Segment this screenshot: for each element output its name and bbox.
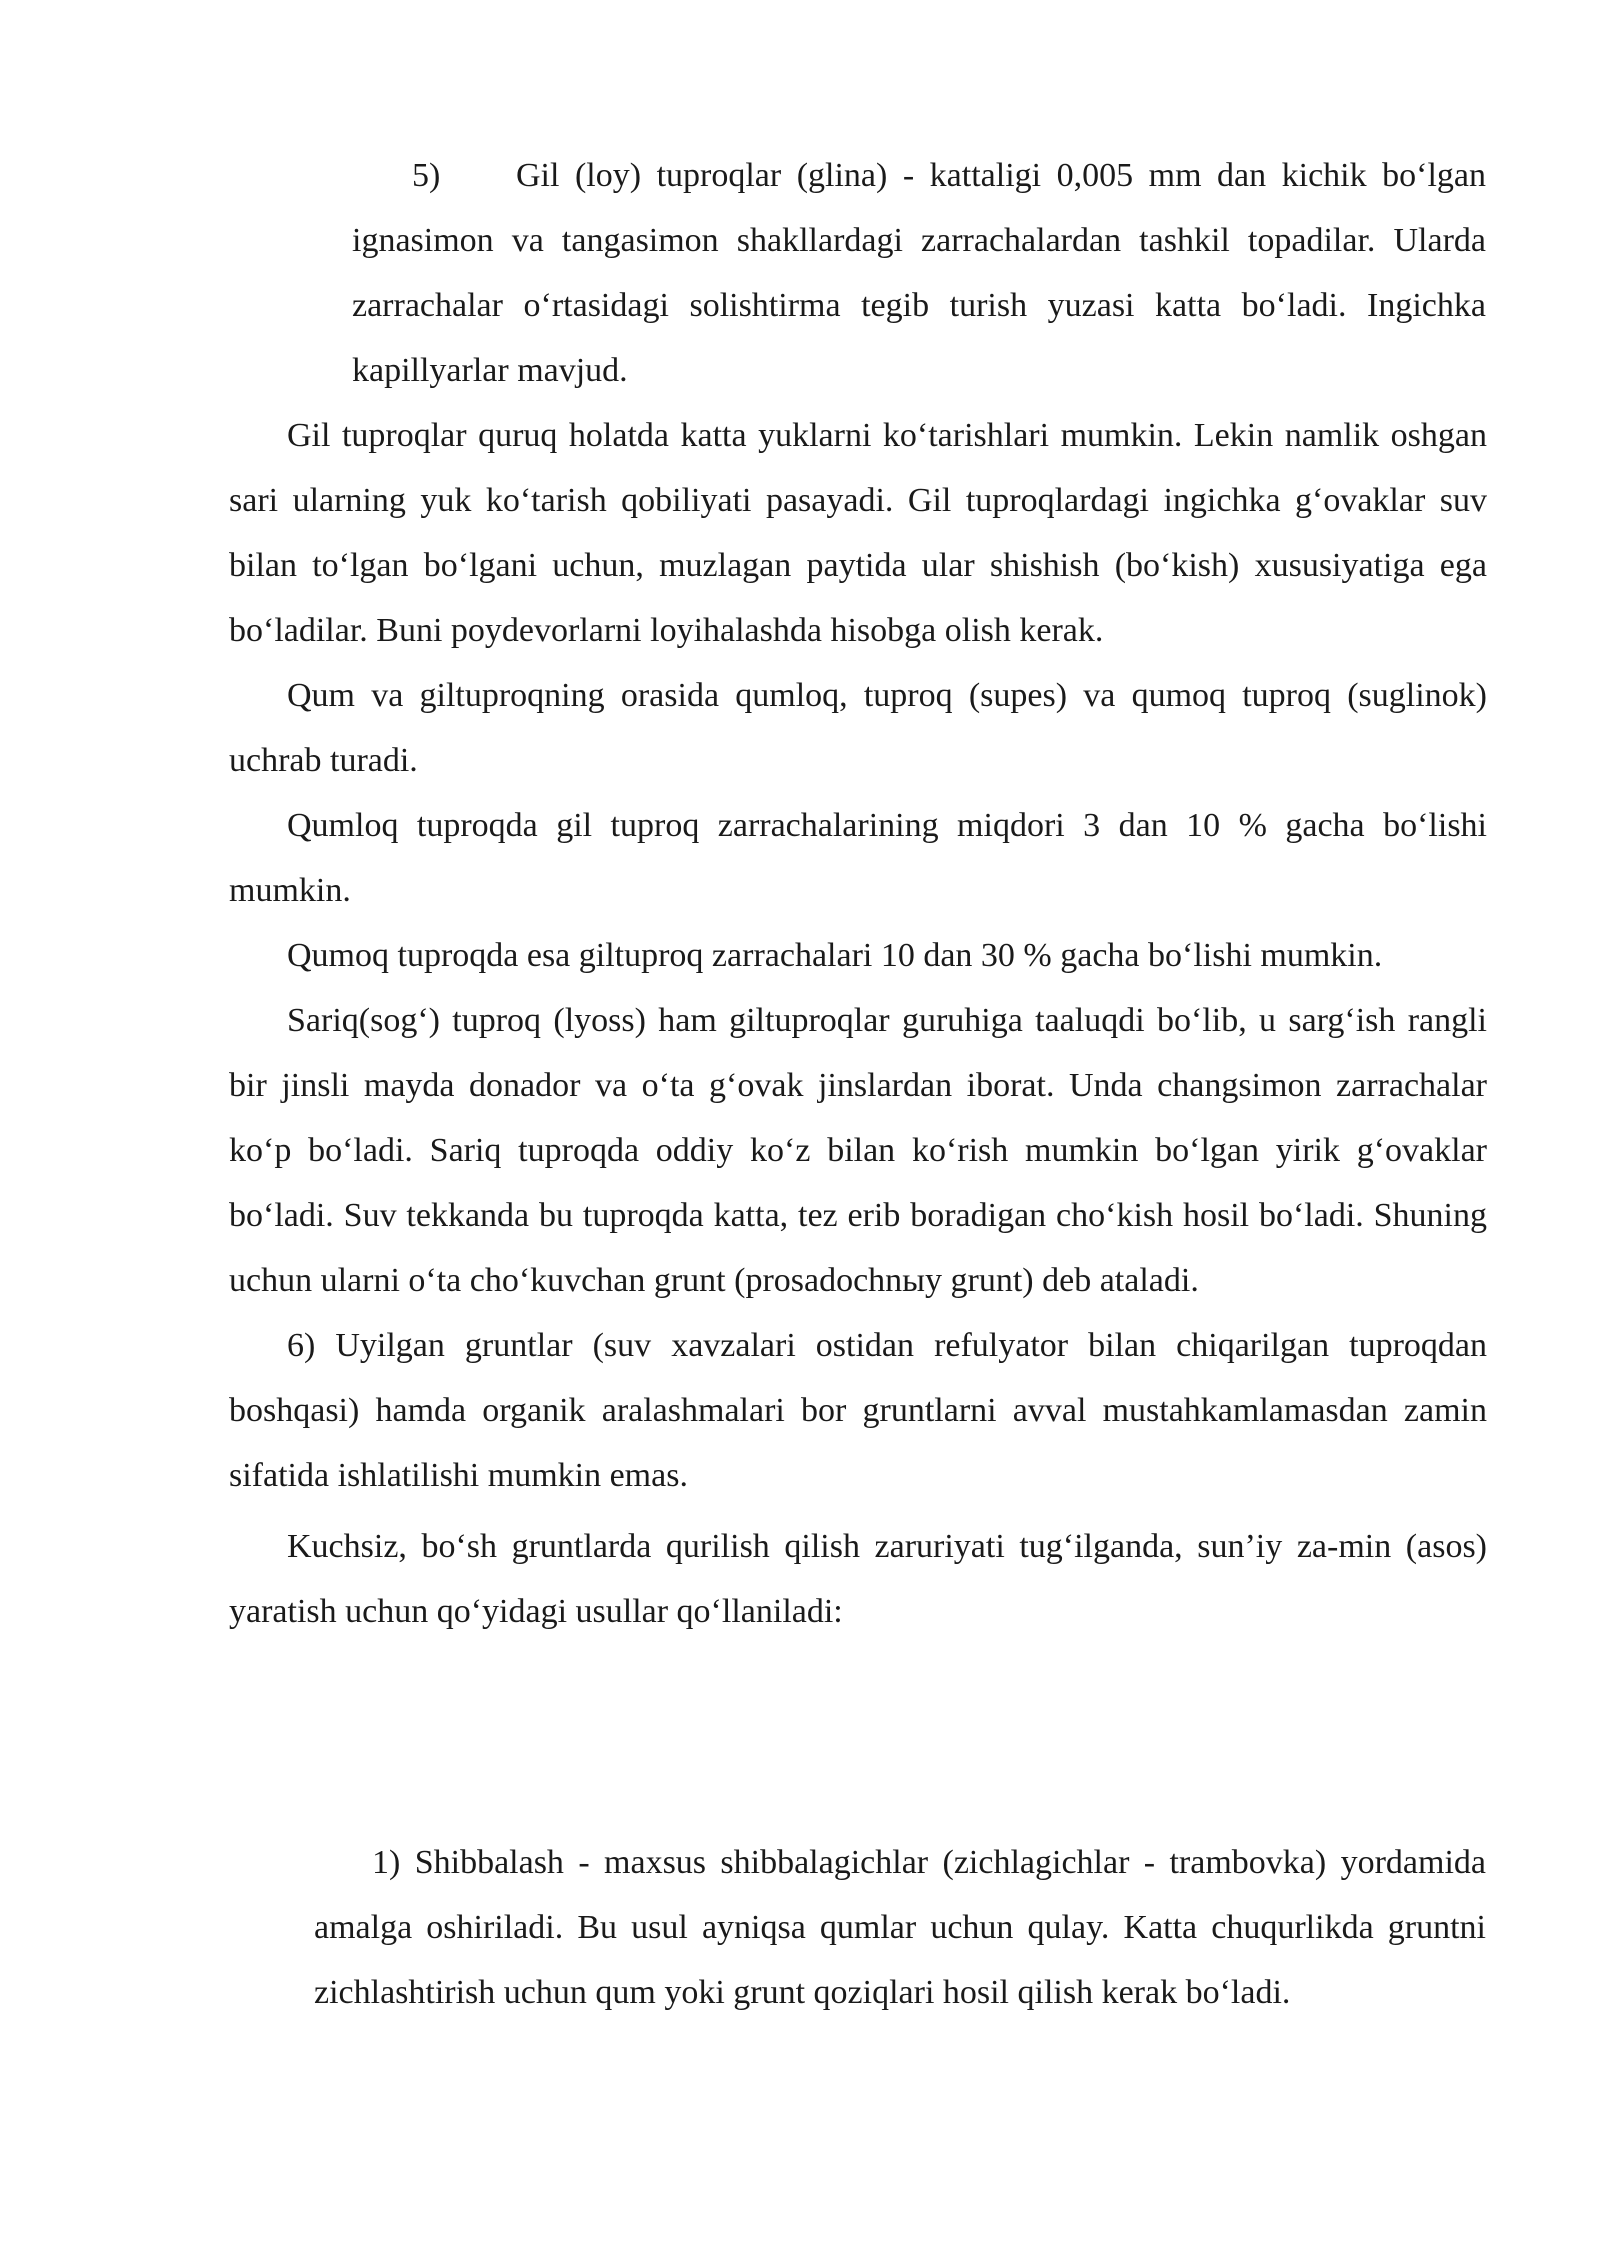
list-item-5 xyxy=(352,143,1486,403)
paragraph: Kuchsiz, bo‘sh gruntlarda qurilish qilish zaruriyati tug‘ilganda, sun’iy za-min (asos) yaratish uchun qo‘yidagi usullar qo‘llaniladi: xyxy=(229,1528,1487,1630)
body-text xyxy=(229,403,1487,1644)
paragraph: Sariq(sog‘) tuproq (lyoss) ham giltuproqlar guruhiga taaluqdi bo‘lib, u sarg‘ish rangli bir jinsli mayda donador va o‘ta g‘ovak jinslardan iborat. Unda changsimon zarrachalar ko‘p bo‘ladi. Sariq tuproqda oddiy ko‘z bilan ko‘rish mumkin bo‘lgan yirik g‘ovaklar bo‘ladi. Suv tekkanda bu tuproqda katta, tez erib boradigan cho‘kish hosil bo‘ladi. Shuning uchun ularni o‘ta cho‘kuvchan grunt (prosadochnыy grunt) deb ataladi. xyxy=(229,1002,1487,1299)
list-item-number: 5) xyxy=(412,157,441,194)
list-item-1 xyxy=(314,1830,1486,2025)
paragraph: Qumoq tuproqda esa giltuproq zarrachalari 10 dan 30 % gacha bo‘lishi mumkin. xyxy=(287,937,1383,974)
paragraph: Gil tuproqlar quruq holatda katta yuklarni ko‘tarishlari mumkin. Lekin namlik oshgan sari ularning yuk ko‘tarish qobiliyati pasayadi. Gil tuproqlardagi ingichka g‘ovaklar suv bilan to‘lgan bo‘lgani uchun, muzlagan paytida ular shishish (bo‘kish) xususiyatiga ega bo‘ladilar. Buni poydevorlarni loyihalashda hisobga olish kerak. xyxy=(229,417,1487,649)
paragraph: 6) Uyilgan gruntlar (suv xavzalari ostidan refulyator bilan chiqarilgan tuproqdan boshqasi) hamda organik aralashmalari bor gruntlarni avval mustahkamlamasdan zamin sifatida ishlatilishi mumkin emas. xyxy=(229,1327,1487,1494)
paragraph: Qum va giltuproqning orasida qumloq, tuproq (supes) va qumoq tuproq (suglinok) uchrab turadi. xyxy=(229,677,1487,779)
list-item-text: 1) Shibbalash - maxsus shibbalagichlar (zichlagichlar - trambovka) yordamida amalga oshiriladi. Bu usul ayniqsa qumlar uchun qulay. Katta chuqurlikda gruntni zichlashtirish uchun qum yoki grunt qoziqlari hosil qilish kerak bo‘ladi. xyxy=(314,1844,1486,2011)
list-item-text: Gil (loy) tuproqlar (glina) - kattaligi 0,005 mm dan kichik bo‘lgan ignasimon va tangasimon shakllardagi zarrachalardan tashkil topadilar. Ularda zarrachalar o‘rtasidagi solishtirma tegib turish yuzasi katta bo‘ladi. Ingichka kapillyarlar mavjud. xyxy=(352,157,1486,389)
paragraph: Qumloq tuproqda gil tuproq zarrachalarining miqdori 3 dan 10 % gacha bo‘lishi mumkin. xyxy=(229,807,1487,909)
